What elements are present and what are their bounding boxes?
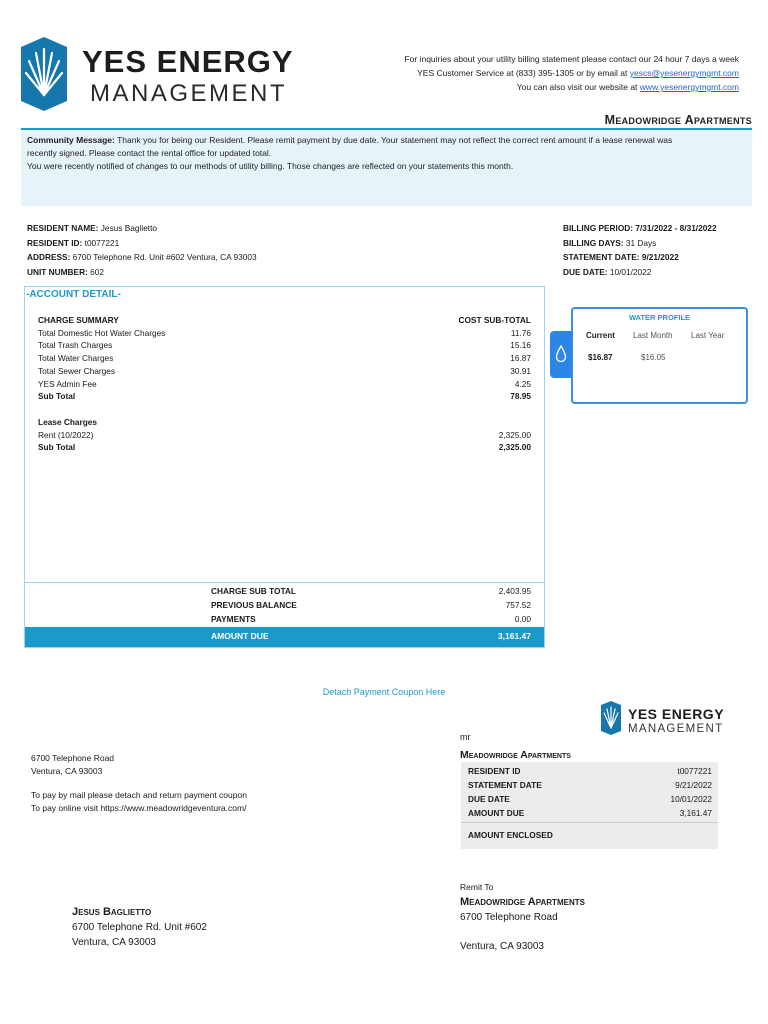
statement-date-row: [563, 250, 717, 265]
amount-due: 3,161.47: [497, 631, 531, 641]
coupon-divider: [461, 822, 718, 823]
resident-address-row: [27, 250, 257, 265]
mailing-address-line1: 6700 Telephone Rd. Unit #602: [72, 922, 207, 933]
remit-to-address-line1: 6700 Telephone Road: [460, 912, 558, 923]
property-address-line1: 6700 Telephone Road: [31, 753, 115, 763]
charge-amount: 4.25: [514, 379, 531, 389]
contact-line3: [404, 80, 739, 94]
charge-label: Total Trash Charges: [38, 340, 113, 350]
resident-id: t0077221: [84, 237, 120, 248]
charge-row: [38, 339, 531, 351]
yes-energy-small-logo-icon: [600, 700, 622, 736]
community-message-text3: You were recently notified of changes to our methods of utility billing. Those changes are reflected on your statements this month.: [27, 161, 514, 171]
billing-period-row: [563, 221, 717, 236]
charge-row: [38, 327, 531, 339]
charge-row: [38, 378, 531, 390]
mailing-name: Jesus Baglietto: [72, 906, 152, 918]
community-message-text1: Thank you for being our Resident. Please remit payment by due date. Your statement may not reflect the correct rent amount if a lease renewal was: [117, 135, 673, 145]
last-month-value: $16.05: [641, 353, 666, 362]
contact-info: [404, 52, 739, 94]
cost-subtotal-header: COST SUB-TOTAL: [458, 315, 531, 325]
coupon-row-label: STATEMENT DATE: [468, 780, 542, 790]
amount-due-row: [211, 631, 531, 641]
payments-row: [211, 613, 531, 625]
water-drop-icon: [554, 344, 568, 364]
charge-label: Total Domestic Hot Water Charges: [38, 328, 166, 338]
previous-balance: 757.52: [505, 600, 531, 610]
coupon-row-value: 3,161.47: [679, 808, 712, 818]
community-message-label: Community Message:: [27, 135, 115, 145]
charge-summary-header: CHARGE SUMMARY: [38, 315, 119, 325]
lease-amount: 2,325.00: [498, 430, 531, 440]
statement-date: 9/21/2022: [641, 252, 679, 262]
payment-instructions: [31, 789, 247, 815]
due-date-label: DUE DATE:: [563, 266, 608, 277]
billing-days-row: [563, 236, 717, 251]
charge-row: [38, 365, 531, 377]
charge-amount: 15.16: [510, 340, 531, 350]
amount-enclosed-label: AMOUNT ENCLOSED: [468, 830, 553, 840]
coupon-row-value: 9/21/2022: [675, 780, 712, 790]
coupon-mr: mr: [460, 732, 471, 742]
coupon-brand-line2: MANAGEMENT: [628, 723, 724, 735]
website-link[interactable]: www.yesenergymgmt.com: [639, 82, 739, 92]
totals-divider: [24, 582, 545, 583]
lease-subtotal-label: Sub Total: [38, 442, 76, 452]
current-value: $16.87: [588, 353, 613, 362]
yes-energy-logo-icon: [19, 35, 69, 113]
resident-address-label: ADDRESS:: [27, 252, 71, 262]
current-label: Current: [586, 331, 615, 340]
lease-label: Rent (10/2022): [38, 430, 94, 440]
community-message-box: [21, 128, 752, 206]
billing-period-label: BILLING PERIOD:: [563, 223, 634, 233]
coupon-row-value: t0077221: [677, 766, 712, 776]
brand-name-line1: YES ENERGY: [82, 44, 294, 79]
resident-info: [27, 221, 257, 279]
charge-label: Total Sewer Charges: [38, 366, 116, 376]
lease-row: [38, 429, 531, 441]
coupon-row-label: AMOUNT DUE: [468, 808, 525, 818]
billing-info: [563, 221, 717, 279]
contact-line2-text: YES Customer Service at (833) 395-1305 or by email at: [417, 68, 628, 78]
coupon-row-label: RESIDENT ID: [468, 766, 521, 776]
pay-by-mail-text: To pay by mail please detach and return payment coupon: [31, 790, 247, 800]
resident-name-label: RESIDENT NAME:: [27, 223, 99, 233]
unit-number-row: [27, 265, 257, 280]
lease-charges-header-row: [38, 416, 531, 428]
coupon-row: [468, 794, 712, 804]
mailing-address: [72, 921, 207, 950]
contact-line3-text: You can also visit our website at: [516, 82, 638, 92]
property-name: Meadowridge Apartments: [604, 113, 752, 127]
last-year-label: Last Year: [691, 331, 725, 340]
amount-due-label: AMOUNT DUE: [211, 631, 269, 641]
property-address: [31, 752, 114, 778]
remit-to-label: Remit To: [460, 882, 494, 892]
resident-id-label: RESIDENT ID:: [27, 237, 83, 248]
charge-label: Total Water Charges: [38, 353, 114, 363]
unit-number: 602: [90, 266, 104, 277]
billing-days: 31 Days: [625, 237, 657, 248]
statement-date-label: STATEMENT DATE:: [563, 252, 640, 262]
coupon-row: [468, 808, 712, 818]
account-detail-title: -ACCOUNT DETAIL-: [26, 289, 121, 300]
mailing-address-line2: Ventura, CA 93003: [72, 936, 156, 948]
charge-sub-total: 2,403.95: [498, 586, 531, 596]
brand-name-line2: MANAGEMENT: [90, 80, 288, 107]
coupon-row-value: 10/01/2022: [670, 794, 712, 804]
contact-email-link[interactable]: yescs@yesenergymgmt.com: [629, 68, 739, 78]
charge-amount: 11.76: [510, 328, 531, 338]
pay-online-text: To pay online visit https://www.meadowridgeventura.com/: [31, 803, 247, 813]
charge-amount: 30.91: [510, 366, 531, 376]
charge-sub-total-label: CHARGE SUB TOTAL: [211, 586, 296, 596]
contact-line1: For inquiries about your utility billing statement please contact our 24 hour 7 days a week: [404, 54, 739, 64]
charge-row: [38, 352, 531, 364]
billing-days-label: BILLING DAYS:: [563, 237, 624, 248]
water-profile-title: WATER PROFILE: [628, 313, 691, 322]
utility-subtotal: 78.95: [510, 391, 531, 401]
community-message-line1: [27, 134, 746, 147]
coupon-row-label: DUE DATE: [468, 794, 510, 804]
billing-period: 7/31/2022 - 8/31/2022: [635, 223, 717, 233]
remit-to-address-line2: Ventura, CA 93003: [460, 941, 544, 952]
charge-sub-total-row: [211, 585, 531, 597]
charge-amount: 16.87: [510, 353, 531, 363]
coupon-property-name: Meadowridge Apartments: [460, 749, 571, 761]
coupon-row: [468, 780, 712, 790]
property-address-line2: Ventura, CA 93003: [31, 766, 103, 776]
contact-line2: [404, 66, 739, 80]
payments: 0.00: [514, 614, 531, 624]
charge-label: YES Admin Fee: [38, 379, 97, 389]
utility-subtotal-row: [38, 390, 531, 402]
previous-balance-label: PREVIOUS BALANCE: [211, 600, 297, 610]
resident-name-row: [27, 221, 257, 236]
last-month-label: Last Month: [633, 331, 673, 340]
payments-label: PAYMENTS: [211, 614, 256, 624]
coupon-row: [468, 766, 712, 776]
resident-name: Jesus Baglietto: [100, 223, 158, 233]
resident-id-row: [27, 236, 257, 251]
community-message-text2: recently signed. Please contact the rental office for updated total.: [27, 148, 272, 158]
previous-balance-row: [211, 599, 531, 611]
remit-to-name: Meadowridge Apartments: [460, 896, 585, 908]
due-date: 10/01/2022: [609, 266, 652, 277]
lease-charges-header: Lease Charges: [38, 417, 98, 427]
resident-address: 6700 Telephone Rd. Unit #602 Ventura, CA 93003: [72, 252, 257, 262]
unit-number-label: UNIT NUMBER:: [27, 266, 88, 277]
utility-subtotal-label: Sub Total: [38, 391, 76, 401]
lease-subtotal-row: [38, 441, 531, 453]
coupon-brand-line1: YES ENERGY: [628, 706, 725, 722]
due-date-row: [563, 265, 717, 280]
detach-coupon-text: Detach Payment Coupon Here: [322, 687, 446, 697]
charge-summary-header-row: [38, 314, 531, 326]
lease-subtotal: 2,325.00: [498, 442, 531, 452]
amount-enclosed-row: [468, 830, 712, 840]
